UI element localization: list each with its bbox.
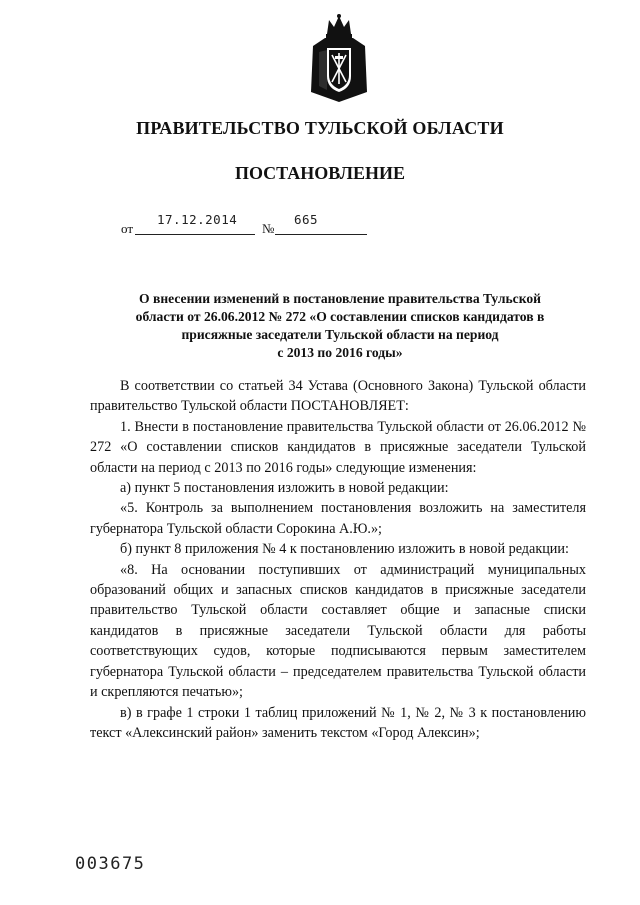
subject-line: О внесении изменений в постановление правительства Тульской [139, 291, 541, 306]
body-paragraph: в) в графе 1 строки 1 таблиц приложений № 1, № 2, № 3 к постановлению текст «Алексинский район» заменить текстом «Город Алексин»; [90, 704, 586, 741]
government-title: ПРАВИТЕЛЬСТВО ТУЛЬСКОЙ ОБЛАСТИ [136, 118, 504, 138]
subject-line: присяжные заседатели Тульской области на период [181, 327, 499, 342]
document-meta [121, 210, 381, 236]
body-paragraph: «5. Контроль за выполнением постановления возложить на заместителя губернатора Тульской области Сорокина А.Ю.»; [90, 500, 586, 537]
body-paragraph: а) пункт 5 постановления изложить в новой редакции: [120, 480, 449, 497]
body-paragraph: 1. Внести в постановление правительства Тульской области от 26.06.2012 № 272 «О составлении списков кандидатов в присяжные заседатели Тульской области на период с 2013 по 2016 годы» следующие изменения: [90, 418, 586, 476]
document-subject [100, 290, 580, 362]
serial-number: 003675 [75, 854, 146, 874]
number-label: № [262, 221, 275, 236]
subject-line: области от 26.06.2012 № 272 «О составлении списков кандидатов в [135, 309, 545, 324]
body-paragraph: б) пункт 8 приложения № 4 к постановлению изложить в новой редакции: [120, 541, 569, 558]
document-type: ПОСТАНОВЛЕНИЕ [234, 163, 406, 183]
date-value: 17.12.2014 [157, 212, 238, 227]
document-body [90, 376, 586, 743]
number-underline [275, 234, 367, 235]
date-underline [135, 234, 255, 235]
tula-coat-of-arms-icon [305, 12, 373, 104]
number-value: 665 [294, 212, 319, 227]
body-paragraph: В соответствии со статьей 34 Устава (Основного Закона) Тульской области правительство Тульской области ПОСТАНОВЛЯЕТ: [90, 378, 586, 415]
subject-line: с 2013 по 2016 годы» [277, 345, 403, 360]
date-label: от [121, 221, 134, 236]
body-paragraph: «8. На основании поступивших от администраций муниципальных образований общих и запасных списков кандидатов в присяжные заседатели правительство Тульской области составляет общие и запасные списки кандидатов в присяжные заседатели Тульской области для работы соответствующих судов, которые подписываются первым заместителем губернатора Тульской области – председателем правительства Тульской области и скрепляются печатью»; [90, 561, 586, 701]
